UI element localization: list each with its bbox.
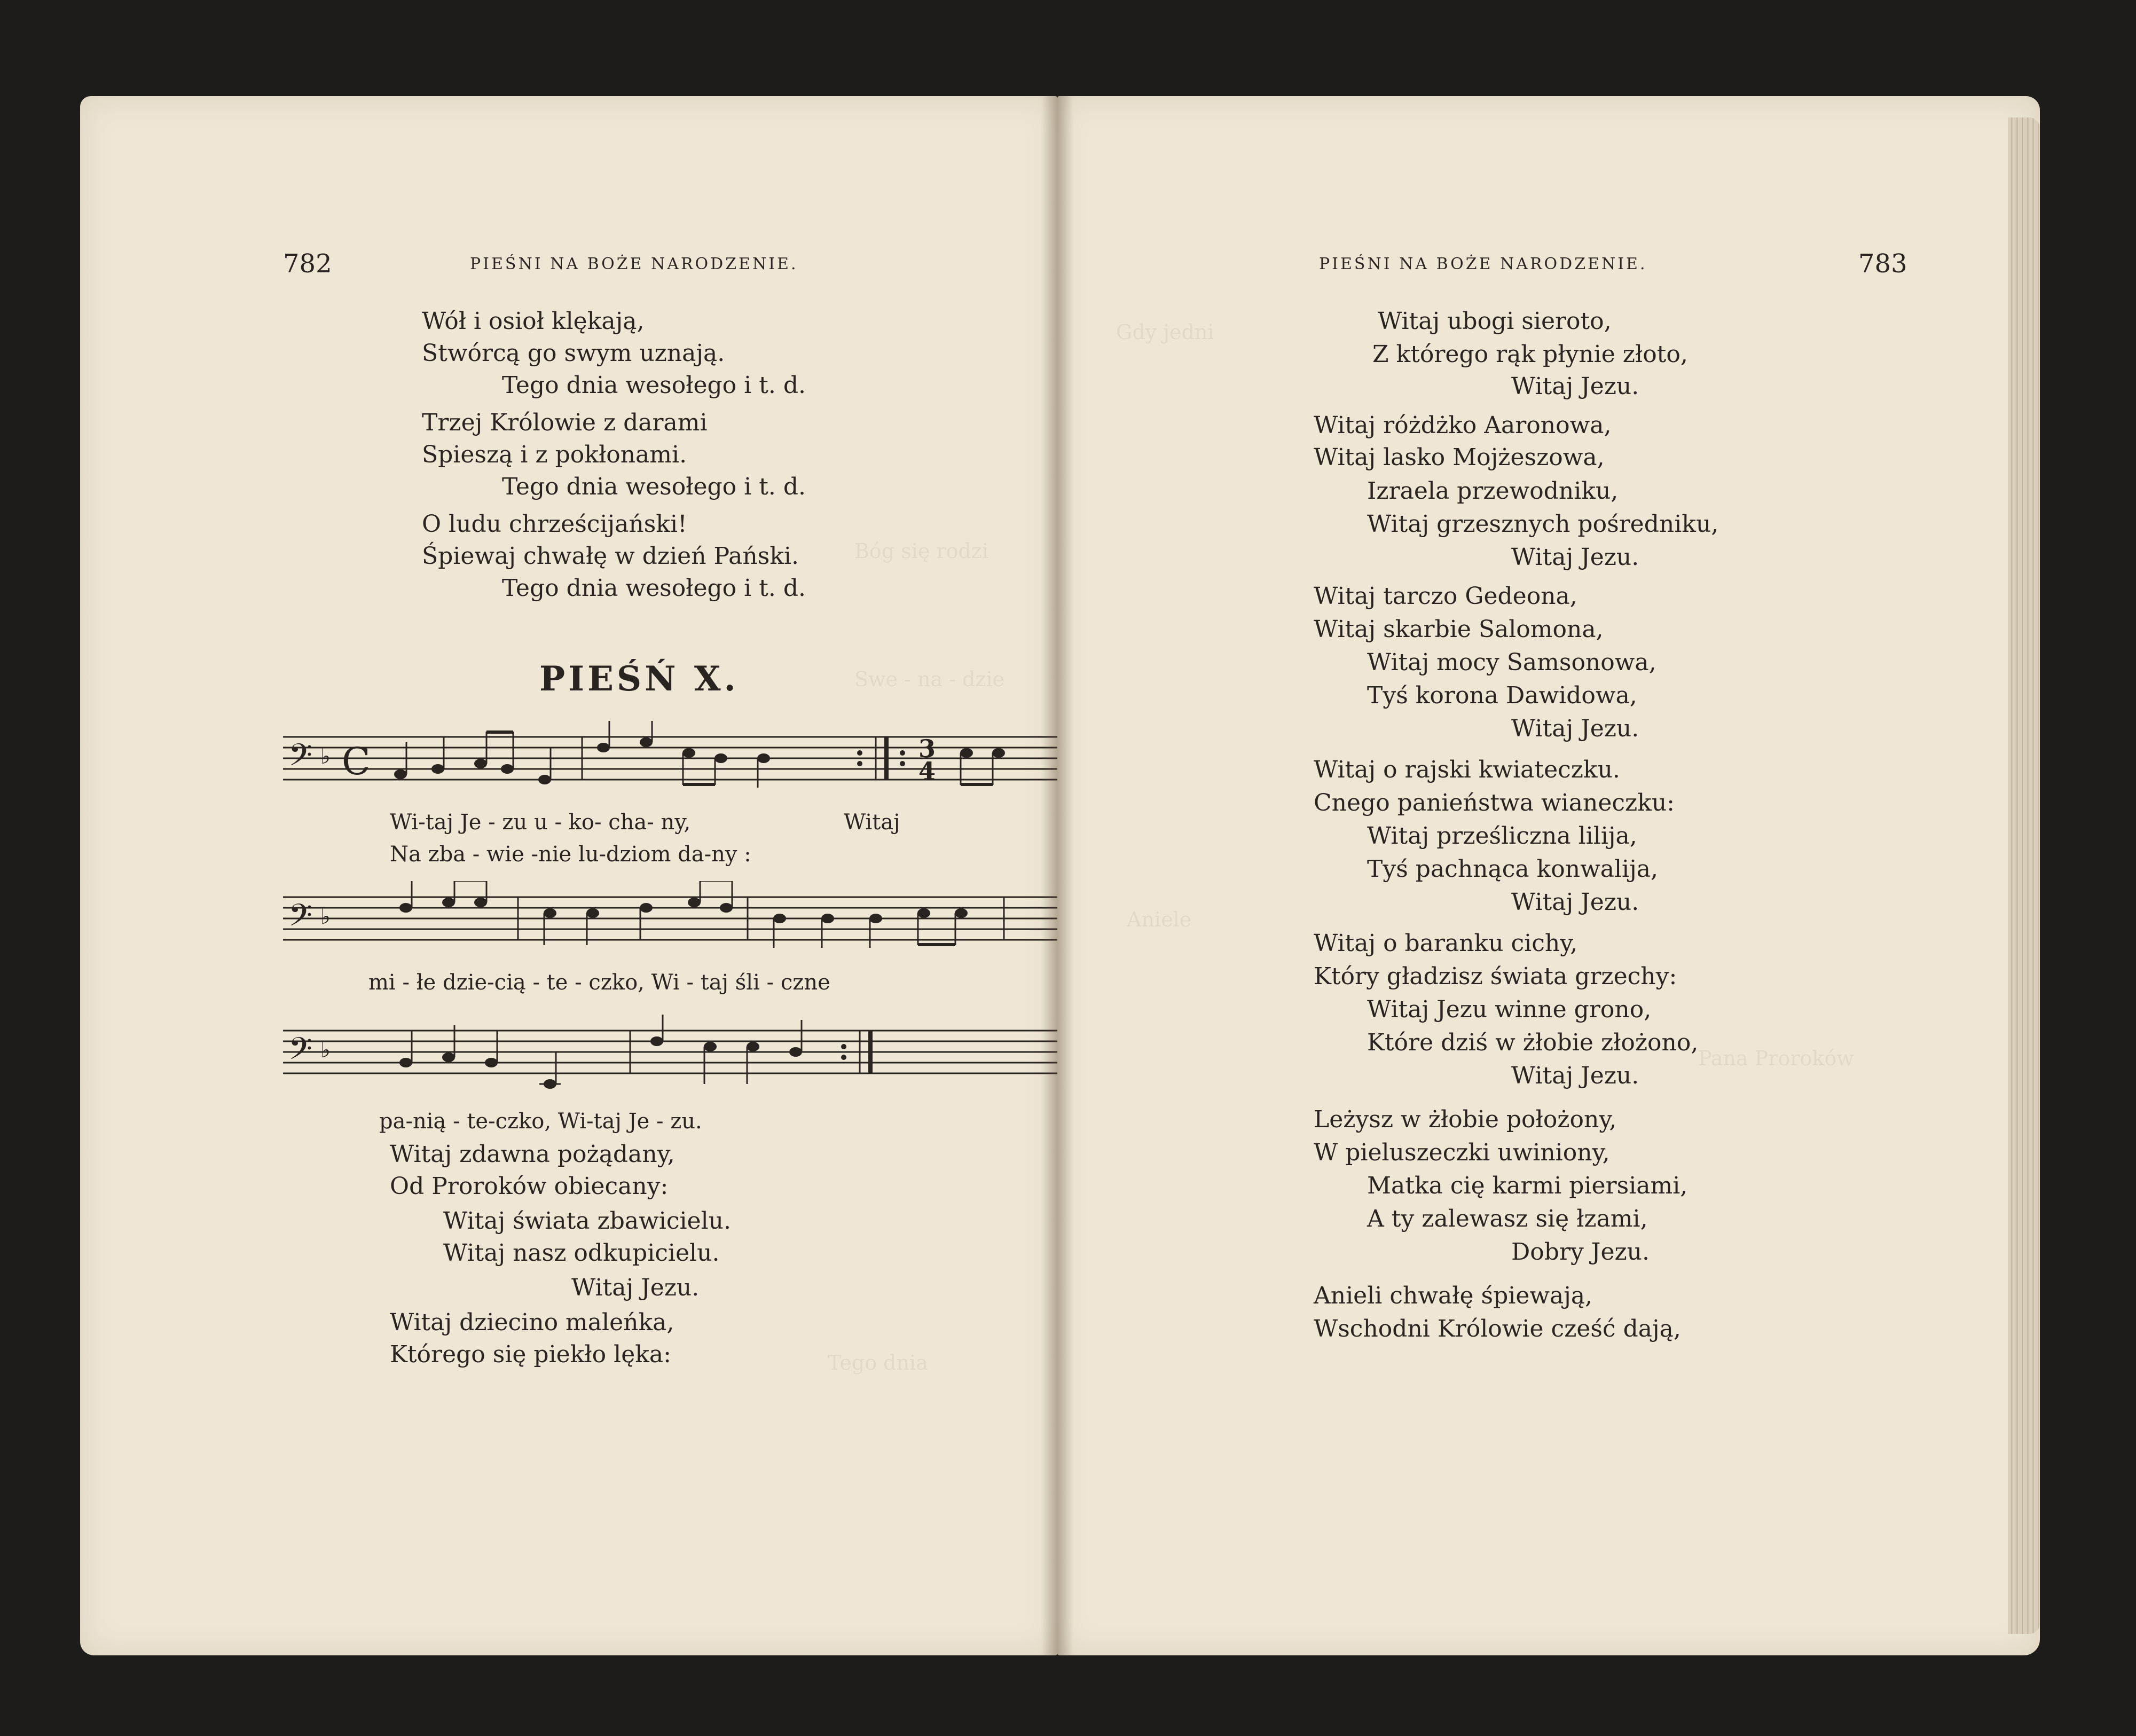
svg-text:𝄢: 𝄢 bbox=[288, 1031, 313, 1074]
verse-line: Matka cię karmi piersiami, bbox=[1367, 1172, 1688, 1199]
verse-line: Trzej Królowie z darami bbox=[422, 409, 708, 436]
verse-refrain: Witaj Jezu. bbox=[1511, 1062, 1639, 1089]
time-signature-top: 3 bbox=[918, 734, 936, 763]
svg-text:𝄢: 𝄢 bbox=[288, 737, 313, 781]
verse-refrain: Witaj Jezu. bbox=[571, 1274, 700, 1301]
verse-refrain: Tego dnia wesołego i t. d. bbox=[502, 575, 806, 602]
music-staff-2 bbox=[283, 881, 1057, 956]
verse-line: Spieszą i z pokłonami. bbox=[422, 441, 687, 468]
verse-line: Cnego panieństwa wianeczku: bbox=[1314, 789, 1675, 816]
verse-line: Witaj zdawna pożądany, bbox=[390, 1141, 675, 1168]
verse-line: Witaj skarbie Salomona, bbox=[1314, 616, 1604, 643]
verse-line: Izraela przewodniku, bbox=[1367, 477, 1619, 505]
verse-line: Wół i osioł klękają, bbox=[422, 308, 645, 335]
verse-line: Które dziś w żłobie złożono, bbox=[1367, 1029, 1699, 1056]
verse-line: Witaj dziecino maleńka, bbox=[390, 1309, 674, 1336]
left-page: Bóg się rodzi Swe - na - dzie Tego dnia 782 PIEŚNI NA BOŻE NARODZENIE. Wół i osioł klękają, Stwórcą go swym uznają. Tego dnia wesołego i t. d. Trzej Królowie z darami Spieszą i z pokłonami. Tego dnia wesołego i t. d. O ludu chrześcijański! Śpiewaj chwałę w dzień Pański. Tego dnia wesołego i t. d. PIEŚŃ X. 𝄢 ♭ C 3 4 Wi-taj Je - zu u - ko- cha- ny, Witaj Na zba - wie -nie lu-dziom da-ny : 𝄢 ♭ mi - łe dzie-cią - te - czko, Wi - taj śli - czne 𝄢 ♭ pa-nią - te-czko, Wi-taj Je - zu. Witaj zdawna pożądany, Od Proroków obiecany: Witaj świata zbawicielu. Witaj nasz odkupicielu. Witaj Jezu. Witaj dziecino maleńka, Którego się piekło lęka: bbox=[80, 96, 1057, 1655]
right-page: Gdy jedni Aniele Pana Proroków PIEŚNI NA BOŻE NARODZENIE. 783 Witaj ubogi sieroto, Z którego rąk płynie złoto, Witaj Jezu. Witaj różdżko Aaronowa, Witaj lasko Mojżeszowa, Izraela przewodniku, Witaj grzesznych pośredniku, Witaj Jezu. Witaj tarczo Gedeona, Witaj skarbie Salomona, Witaj mocy Samsonowa, Tyś korona Dawidowa, Witaj Jezu. Witaj o rajski kwiateczku. Cnego panieństwa wianeczku: Witaj prześliczna lilija, Tyś pachnąca konwalija, Witaj Jezu. Witaj o baranku cichy, Który gładzisz świata grzechy: Witaj Jezu winne grono, Które dziś w żłobie złożono, Witaj Jezu. Leżysz w żłobie położony, W pieluszeczki uwiniony, Matka cię karmi piersiami, A ty zalewasz się łzami, Dobry Jezu. Anieli chwałę śpiewają, Wschodni Królowie cześć dają, bbox=[1057, 96, 2040, 1655]
verse-line: W pieluszeczki uwiniony, bbox=[1314, 1139, 1610, 1166]
page-number-left: 782 bbox=[283, 249, 332, 279]
time-signature-bottom: 4 bbox=[918, 757, 936, 785]
svg-text:𝄢: 𝄢 bbox=[288, 897, 313, 941]
verse-refrain: Dobry Jezu. bbox=[1511, 1238, 1650, 1266]
verse-line: Witaj Jezu winne grono, bbox=[1367, 996, 1652, 1023]
verse-line: Witaj mocy Samsonowa, bbox=[1367, 649, 1656, 676]
verse-refrain: Witaj Jezu. bbox=[1511, 889, 1639, 916]
music-staff-3 bbox=[283, 1015, 1057, 1100]
verse-line: Wschodni Królowie cześć dają, bbox=[1314, 1315, 1681, 1342]
lyrics-line-1-end: Witaj bbox=[844, 810, 900, 835]
verse-line: Od Proroków obiecany: bbox=[390, 1173, 669, 1200]
verse-line: Witaj nasz odkupicielu. bbox=[443, 1239, 720, 1267]
verse-line: Witaj tarczo Gedeona, bbox=[1314, 583, 1577, 610]
svg-text:♭: ♭ bbox=[320, 905, 331, 929]
running-header-right: PIEŚNI NA BOŻE NARODZENIE. bbox=[1319, 255, 1647, 273]
verse-refrain: Tego dnia wesołego i t. d. bbox=[502, 372, 806, 399]
page-number-right: 783 bbox=[1858, 249, 1907, 279]
svg-text:♭: ♭ bbox=[320, 1038, 331, 1063]
verse-line: Leżysz w żłobie położony, bbox=[1314, 1106, 1617, 1133]
verse-line: Śpiewaj chwałę w dzień Pański. bbox=[422, 543, 799, 570]
verse-line: O ludu chrześcijański! bbox=[422, 510, 687, 538]
svg-text:♭: ♭ bbox=[320, 744, 331, 769]
verse-line: Witaj grzesznych pośredniku, bbox=[1367, 510, 1719, 538]
book-spread bbox=[80, 96, 2040, 1655]
verse-line: Witaj lasko Mojżeszowa, bbox=[1314, 444, 1605, 471]
book-gutter bbox=[1041, 96, 1073, 1655]
verse-line: A ty zalewasz się łzami, bbox=[1367, 1205, 1648, 1232]
lyrics-line-1b: Na zba - wie -nie lu-dziom da-ny : bbox=[390, 842, 751, 867]
running-header-left: PIEŚNI NA BOŻE NARODZENIE. bbox=[470, 255, 798, 273]
verse-line: Witaj o rajski kwiateczku. bbox=[1314, 756, 1620, 783]
verse-refrain: Witaj Jezu. bbox=[1511, 544, 1639, 571]
verse-line: Anieli chwałę śpiewają, bbox=[1314, 1282, 1593, 1309]
verse-line: Tyś korona Dawidowa, bbox=[1367, 682, 1637, 709]
verse-line: Witaj ubogi sieroto, bbox=[1378, 308, 1612, 335]
verse-line: Który gładzisz świata grzechy: bbox=[1314, 963, 1677, 990]
verse-line: Z którego rąk płynie złoto, bbox=[1372, 341, 1688, 368]
verse-refrain: Witaj Jezu. bbox=[1511, 373, 1639, 400]
verse-line: Witaj świata zbawicielu. bbox=[443, 1207, 731, 1235]
lyrics-line-1: Wi-taj Je - zu u - ko- cha- ny, bbox=[390, 810, 691, 835]
lyrics-line-2: mi - łe dzie-cią - te - czko, Wi - taj śli - czne bbox=[368, 970, 830, 995]
page-edges bbox=[2008, 117, 2040, 1634]
verse-line: Stwórcą go swym uznają. bbox=[422, 340, 725, 367]
verse-line: Witaj różdżko Aaronowa, bbox=[1314, 412, 1612, 439]
verse-line: Witaj prześliczna lilija, bbox=[1367, 822, 1637, 850]
music-staff-1 bbox=[283, 721, 1057, 796]
svg-text:C: C bbox=[342, 740, 371, 783]
verse-line: Którego się piekło lęka: bbox=[390, 1341, 671, 1368]
verse-refrain: Witaj Jezu. bbox=[1511, 715, 1639, 742]
verse-refrain: Tego dnia wesołego i t. d. bbox=[502, 473, 806, 500]
song-title: PIEŚŃ X. bbox=[539, 659, 739, 699]
verse-line: Witaj o baranku cichy, bbox=[1314, 930, 1578, 957]
verse-line: Tyś pachnąca konwalija, bbox=[1367, 855, 1658, 883]
lyrics-line-3: pa-nią - te-czko, Wi-taj Je - zu. bbox=[379, 1109, 702, 1134]
